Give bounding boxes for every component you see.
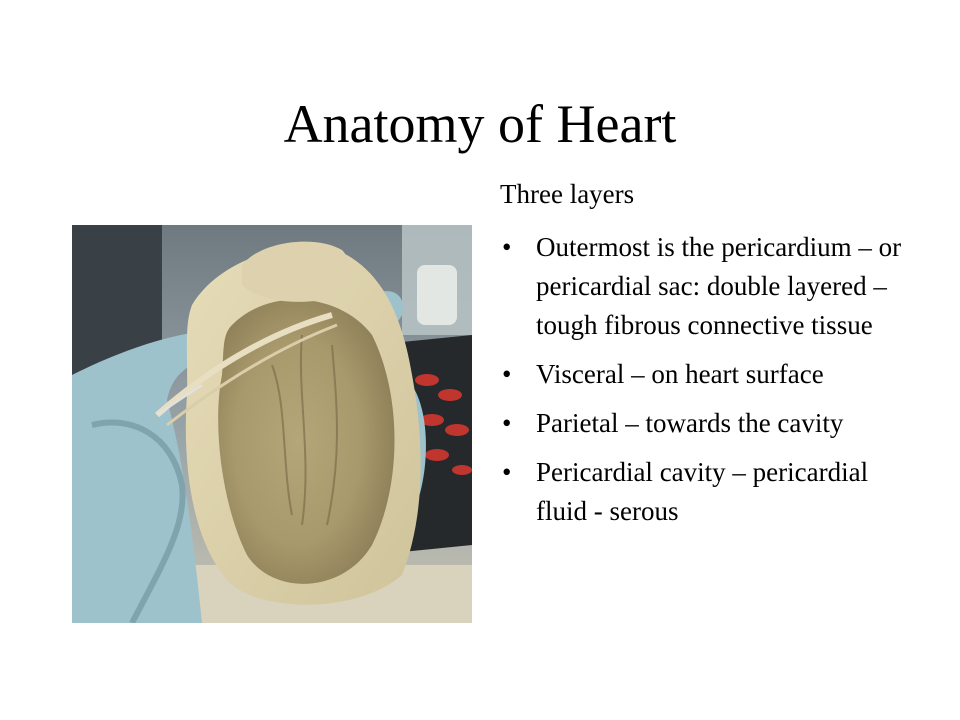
heart-dissection-photo — [72, 225, 472, 623]
bullet-dot: • — [502, 232, 512, 262]
bullet-text: Pericardial cavity – pericardial fluid - serous — [536, 457, 869, 526]
slide-title: Anatomy of Heart — [283, 94, 677, 154]
bullet-list — [500, 228, 920, 531]
bullet-item — [500, 453, 920, 531]
bullet-dot: • — [502, 359, 512, 389]
bullet-dot: • — [502, 457, 512, 487]
bullet-text: Outermost is the pericardium – or pericardial sac: double layered – tough fibrous connective tissue — [536, 232, 902, 340]
bullet-item — [500, 404, 920, 443]
bullet-item — [500, 355, 920, 394]
content-text — [500, 175, 920, 541]
bullet-dot: • — [502, 408, 512, 438]
bullet-text: Visceral – on heart surface — [536, 359, 824, 389]
intro-line: Three layers — [500, 179, 635, 209]
bullet-text: Parietal – towards the cavity — [536, 408, 844, 438]
bullet-item — [500, 228, 920, 345]
